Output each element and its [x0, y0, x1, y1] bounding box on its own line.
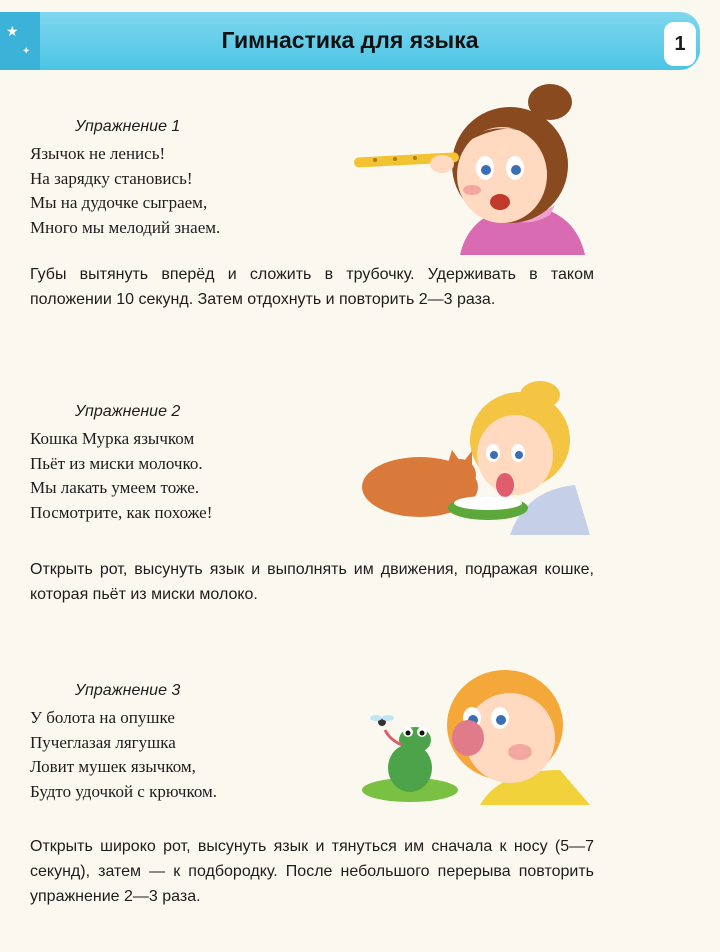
exercise-1-poem [30, 142, 220, 240]
poem-line: На зарядку становись! [30, 168, 193, 188]
page-title: Гимнастика для языка [221, 27, 479, 53]
page-number: 1 [664, 22, 696, 66]
poem-line: Ловит мушек язычком, [30, 757, 196, 776]
poem-line: Пьёт из миски молочко. [30, 453, 203, 473]
star-icon: ✦ [22, 46, 31, 57]
exercise-1-instruction: Губы вытянуть вперёд и сложить в трубочку. Удерживать в таком положении 10 секунд. Затем отдохнуть и повторить 2—3 раза. [30, 266, 594, 308]
poem-line: Пучеглазая лягушка [30, 732, 176, 752]
poem-line: Посмотрите, как похоже! [30, 502, 213, 522]
girl-and-cat-illustration [360, 375, 590, 535]
star-icon: ★ [6, 25, 19, 40]
exercise-2-title: Упражнение 2 [75, 403, 181, 420]
exercise-3-instruction: Открыть широко рот, высунуть язык и тянуться им сначала к носу (5—7 секунд), затем — к подбородку. После небольшого перерыва повторить упражнение 2—3 раза. [30, 838, 594, 905]
poem-line: Кошка Мурка язычком [30, 429, 195, 448]
exercise-1-title: Упражнение 1 [75, 118, 181, 135]
exercise-2-poem [30, 427, 212, 525]
exercise-3-title: Упражнение 3 [75, 682, 181, 699]
poem-line: Будто удочкой с крючком. [30, 781, 218, 801]
exercise-2-instruction: Открыть рот, высунуть язык и выполнять им движения, подражая кошке, которая пьёт из миски молоко. [30, 561, 594, 603]
poem-line: У болота на опушке [30, 708, 175, 727]
poem-line: Много мы мелодий знаем. [30, 217, 221, 237]
poem-line: Мы на дудочке сыграем, [30, 193, 208, 212]
poem-line: Мы лакать умеем тоже. [30, 478, 200, 497]
boy-and-frog-illustration [360, 660, 590, 805]
girl-with-flute-illustration [350, 80, 590, 255]
exercise-3-poem [30, 706, 217, 804]
poem-line: Язычок не ленись! [30, 144, 166, 163]
